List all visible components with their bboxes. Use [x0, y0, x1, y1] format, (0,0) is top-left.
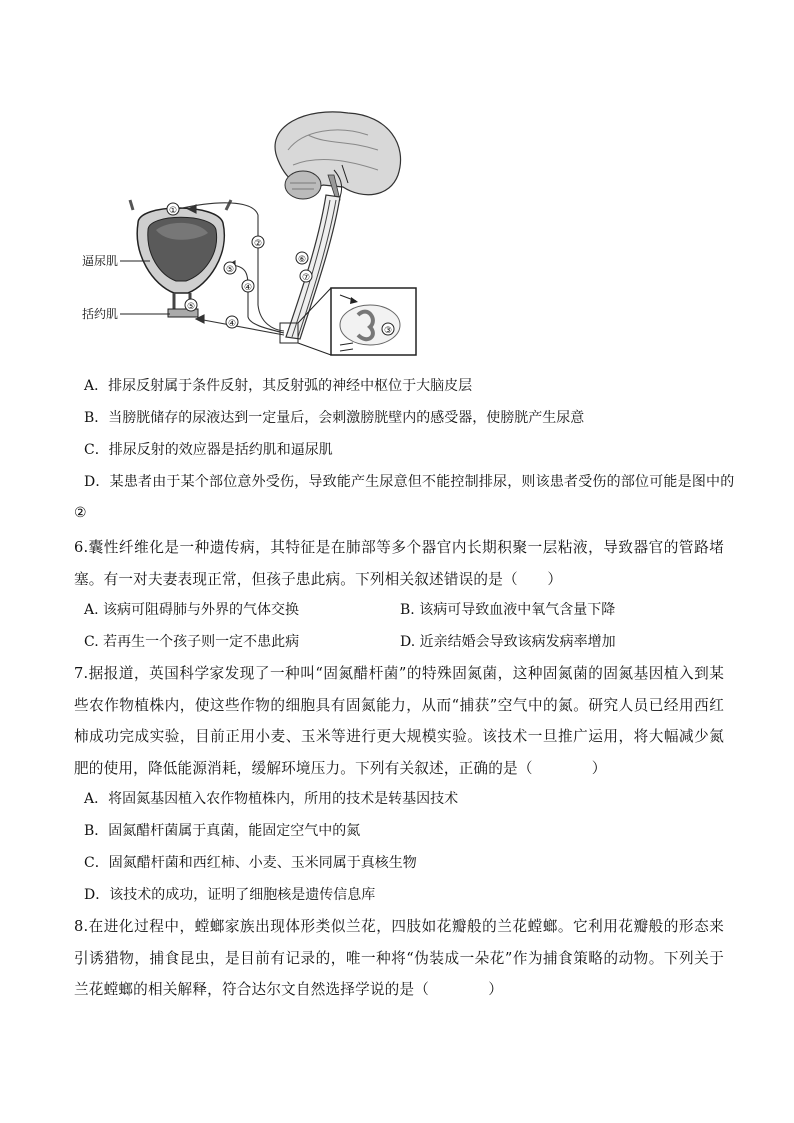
marker-3: ③ — [384, 326, 393, 336]
q6-option-d: D. 近亲结婚会导致该病发病率增加 — [400, 634, 616, 650]
q5-option-b: B．当膀胱储存的尿液达到一定量后，会刺激膀胱壁内的感受器，使膀胱产生尿意 — [84, 410, 585, 426]
q7-option-a: A．将固氮基因植入农作物植株内，所用的技术是转基因技术 — [84, 791, 459, 807]
marker-6: ⑥ — [298, 255, 307, 265]
marker-5-lower: ⑤ — [187, 302, 196, 312]
q7-option-c: C．固氮醋杆菌和西红柿、小麦、玉米同属于真核生物 — [84, 855, 417, 871]
q7-stem: 7.据报道，英国科学家发现了一种叫“固氮醋杆菌”的特殊固氮菌，这种固氮菌的固氮基因植入到某些农作物植株内，使这些作物的细胞具有固氮能力，从而“捕获”空气中的氮。研究人员已经用西红柿成功完成实验，目前正用小麦、玉米等进行更大规模实验。该技术一旦推广运用，将大幅减少氮肥的使用，降低能源消耗，缓解环境压力。下列有关叙述，正确的是（ ） — [74, 665, 724, 777]
q5-option-c: C．排尿反射的效应器是括约肌和逼尿肌 — [84, 442, 333, 458]
q7-option-d: D．该技术的成功，证明了细胞核是遗传信息库 — [84, 887, 376, 903]
q6-option-a: A. 该病可阻碍肺与外界的气体交换 — [84, 602, 300, 618]
q8-stem: 8.在进化过程中，螳螂家族出现体形类似兰花，四肢如花瓣般的兰花螳螂。它利用花瓣般的形态来引诱猎物，捕食昆虫，是目前有记录的，唯一种将“伪装成一朵花”作为捕食策略的动物。下列关于兰花螳螂的相关解释，符合达尔文自然选择学说的是（ ） — [74, 918, 724, 998]
marker-2: ② — [254, 239, 263, 249]
marker-4-upper: ④ — [244, 283, 253, 293]
marker-4-lower: ④ — [228, 319, 237, 329]
marker-1: ① — [169, 206, 178, 216]
marker-7: ⑦ — [302, 273, 311, 283]
q5-option-a: A．排尿反射属于条件反射，其反射弧的神经中枢位于大脑皮层 — [84, 378, 473, 394]
label-sphincter: 括约肌 — [82, 307, 119, 321]
q5-option-d: D．某患者由于某个部位意外受伤，导致能产生尿意但不能控制排尿，则该患者受伤的部位可能是图中的 — [84, 474, 735, 490]
q6-option-c: C. 若再生一个孩子则一定不患此病 — [84, 634, 300, 650]
brain-illustration — [275, 112, 401, 200]
q5-option-d-cont: ② — [74, 505, 87, 521]
q6-option-b: B. 该病可导致血液中氧气含量下降 — [400, 602, 616, 618]
label-detrusor: 逼尿肌 — [82, 254, 119, 268]
marker-5-upper: ⑤ — [226, 265, 235, 275]
q7-option-b: B．固氮醋杆菌属于真菌，能固定空气中的氮 — [84, 823, 361, 839]
q6-stem: 6.囊性纤维化是一种遗传病，其特征是在肺部等多个器官内长期积聚一层粘液，导致器官的管路堵塞。有一对夫妻表现正常，但孩子患此病。下列相关叙述错误的是（ ） — [74, 539, 724, 588]
urination-reflex-figure — [78, 105, 423, 360]
bladder-illustration — [130, 200, 231, 317]
